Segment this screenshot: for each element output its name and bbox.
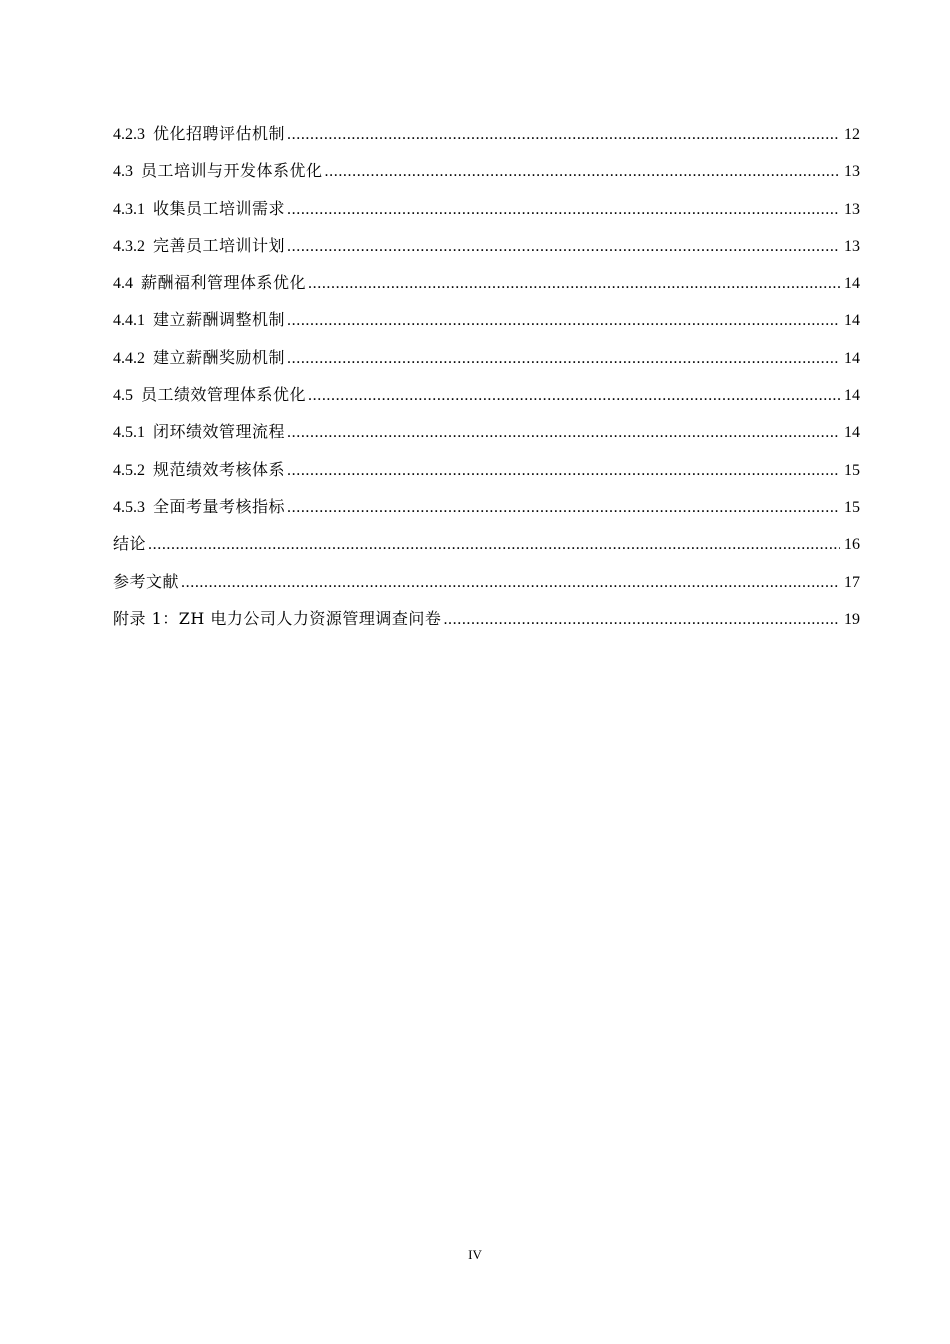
toc-entry-number: 4.2.3 (113, 126, 145, 143)
toc-entry-label: 建立薪酬奖励机制 (153, 347, 286, 367)
toc-entry-page: 14 (844, 387, 860, 405)
toc-dot-leader (308, 265, 840, 302)
toc-dot-leader (287, 191, 840, 228)
toc-entry-page: 13 (844, 237, 860, 255)
toc-dot-leader (287, 302, 840, 339)
toc-entry-number: 4.3.2 (113, 237, 145, 255)
toc-entry-number: 4.5.1 (113, 424, 145, 442)
toc-entry-page: 12 (844, 126, 860, 143)
toc-entry-label: 规范绩效考核体系 (153, 459, 286, 479)
toc-entry[interactable] (113, 264, 860, 301)
toc-entry[interactable] (113, 376, 860, 413)
toc-entry[interactable] (113, 451, 860, 488)
toc-entry[interactable] (113, 600, 860, 637)
toc-dot-leader (308, 377, 840, 414)
toc-entry-page: 13 (844, 200, 860, 218)
toc-entry-label: 优化招聘评估机制 (153, 124, 286, 143)
toc-entry[interactable] (113, 227, 860, 264)
toc-dot-leader (287, 452, 840, 489)
toc-dot-leader (287, 228, 840, 265)
toc-entry-number: 4.4.1 (113, 312, 145, 330)
toc-entry-page: 14 (844, 424, 860, 442)
toc-entry[interactable] (113, 563, 860, 600)
toc-entry-label: 闭环绩效管理流程 (153, 422, 286, 442)
toc-entry-label: 薪酬福利管理体系优化 (141, 273, 307, 293)
toc-entry[interactable] (113, 488, 860, 525)
toc-entry[interactable] (113, 190, 860, 227)
toc-entry-number: 4.4.2 (113, 349, 145, 367)
toc-entry[interactable] (113, 301, 860, 338)
page-number: IV (468, 1247, 482, 1262)
toc-entry-label: 收集员工培训需求 (153, 198, 286, 218)
toc-dot-leader (181, 564, 840, 601)
toc-entry-number: 4.5 (113, 387, 133, 405)
toc-entry-label: 建立薪酬调整机制 (153, 310, 286, 330)
toc-dot-leader (287, 340, 840, 377)
table-of-contents (113, 115, 860, 637)
toc-entry-page: 14 (844, 275, 860, 293)
toc-entry-number: 4.3.1 (113, 200, 145, 218)
toc-dot-leader (287, 489, 840, 526)
toc-entry[interactable] (113, 525, 860, 562)
toc-entry-number: 4.4 (113, 275, 133, 293)
toc-entry-page: 15 (844, 461, 860, 479)
toc-entry-label: 参考文献 (113, 571, 180, 591)
toc-entry-page: 14 (844, 312, 860, 330)
toc-entry[interactable] (113, 115, 860, 152)
toc-entry[interactable] (113, 152, 860, 189)
toc-entry-page: 19 (844, 610, 860, 628)
toc-dot-leader (287, 116, 840, 153)
toc-entry[interactable] (113, 339, 860, 376)
toc-dot-leader (148, 526, 840, 563)
toc-entry-label: 员工培训与开发体系优化 (141, 161, 323, 181)
toc-entry-label: 结论 (113, 534, 147, 554)
toc-entry-page: 15 (844, 498, 860, 516)
toc-entry-number: 4.3 (113, 163, 133, 181)
toc-entry-number: 4.5.2 (113, 461, 145, 479)
toc-entry-page: 17 (844, 573, 860, 591)
toc-entry-label: 附录 1：ZH 电力公司人力资源管理调查问卷 (113, 608, 442, 628)
toc-entry-label: 全面考量考核指标 (153, 496, 286, 516)
toc-entry-page: 13 (844, 163, 860, 181)
toc-entry-label: 员工绩效管理体系优化 (141, 385, 307, 405)
toc-entry-label: 完善员工培训计划 (153, 235, 286, 255)
toc-entry-number: 4.5.3 (113, 498, 145, 516)
toc-dot-leader (325, 153, 840, 190)
toc-dot-leader (287, 414, 840, 451)
toc-dot-leader (443, 601, 840, 638)
toc-entry-page: 16 (844, 536, 860, 554)
toc-entry-page: 14 (844, 349, 860, 367)
toc-entry[interactable] (113, 413, 860, 450)
